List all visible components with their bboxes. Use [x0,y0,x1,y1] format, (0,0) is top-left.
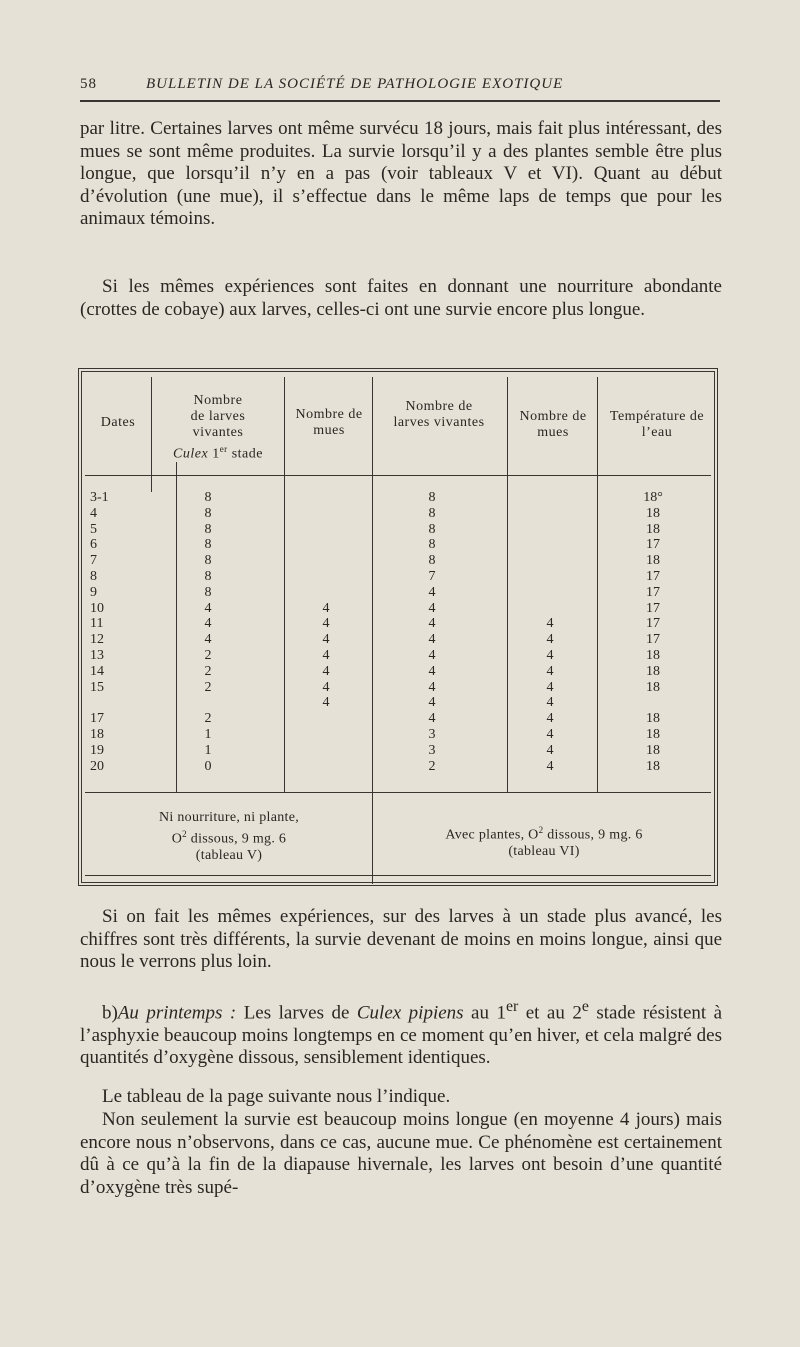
paragraph-1: par litre. Certaines larves ont même survécu 18 jours, mais fait plus intéressant, des mues se sont même produites. La survie lorsqu’il y a des plantes semble être plus longue, que lorsqu’il n’y en a pas (voir tableaux V et VI). Quant au début d’évolution (une mue), il s’effectue dans le même laps de temps que pour les animaux témoins. [80,118,722,229]
cell-mues-a [314,727,338,743]
cell-mues-a: 4 [322,616,330,632]
cell-mues-a [314,537,338,553]
cell-mues-b [538,490,562,506]
column-dates [90,490,130,774]
cell-larves-a: 4 [204,632,212,648]
cell-date: 6 [90,537,97,553]
cell-temperature: 18 [646,663,660,679]
cell-temperature: 18 [646,711,660,727]
cell-mues-a: 4 [322,600,330,616]
header-dates: Dates [100,415,136,430]
cell-larves-b: 2 [428,758,436,774]
table-footer-right: Avec plantes, $O^2$ dissous, 9 mg. 6 (tableau VI) [445,825,643,859]
column-mues-a [314,490,338,774]
cell-larves-a: 8 [204,584,212,600]
cell-mues-a: 4 [322,663,330,679]
cell-temperature: 18 [646,521,660,537]
cell-mues-a [314,490,338,506]
cell-larves-b: 4 [428,663,436,679]
cell-larves-b: 4 [428,632,436,648]
header-larves-vivantes-a: Nombre de larves vivantes Culex 1er stade [173,393,263,462]
table-rule [372,377,373,884]
cell-mues-a [314,522,338,538]
table-footer-left: Ni nourriture, ni plante, $O^2$ dissous, 9 mg. 6 (tableau V) [158,810,300,863]
paragraph-3: Si on fait les mêmes expériences, sur des larves à un stade plus avancé, les chiffres sont très différents, la survie devenant de moins en moins longue, ainsi que nous le verrons plus loin. [80,906,722,972]
cell-temperature: 18 [646,505,660,521]
cell-temperature: 17 [646,632,660,648]
cell-mues-b [538,601,562,617]
cell-larves-b: 3 [428,742,436,758]
cell-mues-b: 4 [546,616,554,632]
column-larves-a [196,490,220,774]
column-mues-b [538,490,562,774]
cell-mues-a: 4 [322,647,330,663]
column-larves-b [420,490,444,774]
cell-larves-b: 4 [428,711,436,727]
cell-larves-b: 8 [428,521,436,537]
cell-mues-b: 4 [546,742,554,758]
cell-temperature: 17 [646,568,660,584]
cell-larves-a: 8 [204,568,212,584]
cell-larves-a [196,695,220,711]
cell-larves-a: 8 [204,521,212,537]
table-rule [176,462,177,792]
cell-larves-a: 2 [204,711,212,727]
cell-larves-b: 8 [428,490,436,505]
cell-mues-a: 4 [322,679,330,695]
cell-larves-b: 3 [428,726,436,742]
cell-mues-b [538,537,562,553]
cell-date: 13 [90,647,104,663]
cell-larves-b: 8 [428,537,436,553]
cell-temperature: 17 [646,600,660,616]
cell-larves-a: 8 [204,537,212,553]
cell-date: 14 [90,663,104,679]
cell-date [90,695,130,711]
table-rule [284,377,285,792]
cell-mues-b: 4 [546,647,554,663]
cell-larves-a: 2 [204,679,212,695]
cell-mues-b: 4 [546,632,554,648]
cell-date: 18 [90,726,104,742]
cell-temperature: 18 [646,758,660,774]
header-larves-vivantes-b: Nombre de larves vivantes [393,399,485,430]
cell-larves-a: 2 [204,663,212,679]
table-rule [597,377,598,792]
cell-larves-b: 4 [428,600,436,616]
cell-mues-b [538,522,562,538]
cell-mues-a [314,569,338,585]
cell-larves-b: 4 [428,584,436,600]
cell-date: 12 [90,632,104,648]
cell-date: 9 [90,584,97,600]
cell-mues-a [314,585,338,601]
table-rule [85,792,711,793]
cell-date: 7 [90,553,97,569]
paragraph-4: b)Au printemps : Les larves de Culex pipiens au 1er et au 2e stade résistent à l’asphyxie beaucoup moins longtemps en ce moment qu’en hiver, et cela malgré des quantités d’oxygène dissous, sensiblement identiques. [80,998,723,1069]
cell-mues-a [314,743,338,759]
column-temperature [638,490,668,774]
cell-date: 20 [90,758,104,774]
cell-date: 3-1 [90,490,109,505]
cell-temperature: 18 [646,647,660,663]
cell-temperature: 18 [646,726,660,742]
cell-mues-a: 4 [322,632,330,648]
cell-mues-a [314,711,338,727]
cell-mues-a: 4 [322,695,330,711]
cell-larves-a: 8 [204,490,212,505]
cell-larves-b: 8 [428,505,436,521]
cell-larves-a: 8 [204,553,212,569]
cell-larves-a: 1 [204,742,212,758]
cell-date: 8 [90,568,97,584]
cell-mues-a [314,553,338,569]
cell-date: 19 [90,742,104,758]
cell-mues-b [538,553,562,569]
cell-larves-b: 7 [428,568,436,584]
cell-mues-a [314,506,338,522]
cell-larves-b: 8 [428,553,436,569]
header-mues-a: Nombre de mues [295,407,363,438]
running-title: BULLETIN DE LA SOCIÉTÉ DE PATHOLOGIE EXOTIQUE [146,76,564,92]
cell-mues-a [314,759,338,775]
cell-larves-b: 4 [428,679,436,695]
cell-mues-b [538,506,562,522]
cell-temperature: 18° [643,490,663,505]
cell-date: 11 [90,616,104,632]
paragraph-5: Le tableau de la page suivante nous l’indique. [102,1086,451,1107]
cell-mues-b [538,569,562,585]
cell-mues-b: 4 [546,663,554,679]
paragraph-6: Non seulement la survie est beaucoup moins longue (en moyenne 4 jours) mais encore nous n’observons, dans ce cas, aucune mue. Ce phénomène est certainement dû à ce qu’à la fin de la diapause hivernale, les larves ont besoin d’une quantité d’oxygène très supé- [80,1109,722,1198]
cell-date: 17 [90,711,104,727]
cell-temperature: 17 [646,584,660,600]
cell-larves-b: 4 [428,647,436,663]
cell-temperature: 17 [646,537,660,553]
header-temperature: Température de l’eau [609,409,705,440]
cell-larves-b: 4 [428,695,436,711]
cell-mues-b [538,585,562,601]
cell-temperature: 18 [646,553,660,569]
cell-mues-b: 4 [546,711,554,727]
cell-larves-b: 4 [428,616,436,632]
header-mues-b: Nombre de mues [519,409,587,440]
table-rule [507,377,508,792]
cell-date: 5 [90,521,97,537]
page-number: 58 [80,76,97,92]
cell-larves-a: 0 [204,758,212,774]
cell-larves-a: 1 [204,726,212,742]
cell-date: 10 [90,600,104,616]
cell-mues-b: 4 [546,679,554,695]
cell-larves-a: 4 [204,600,212,616]
cell-larves-a: 2 [204,647,212,663]
page-header [80,76,720,102]
cell-temperature: 18 [646,742,660,758]
cell-mues-b: 4 [546,758,554,774]
cell-temperature [638,695,668,711]
paragraph-2: Si les mêmes expériences sont faites en donnant une nourriture abondante (crottes de cobaye) aux larves, celles-ci ont une survie encore plus longue. [80,276,722,320]
cell-larves-a: 4 [204,616,212,632]
cell-temperature: 18 [646,679,660,695]
data-table [78,368,718,886]
table-rule [85,475,711,476]
cell-mues-b: 4 [546,726,554,742]
cell-mues-b: 4 [546,695,554,711]
cell-temperature: 17 [646,616,660,632]
table-rule [85,875,711,876]
cell-larves-a: 8 [204,505,212,521]
cell-date: 15 [90,679,104,695]
cell-date: 4 [90,505,97,521]
